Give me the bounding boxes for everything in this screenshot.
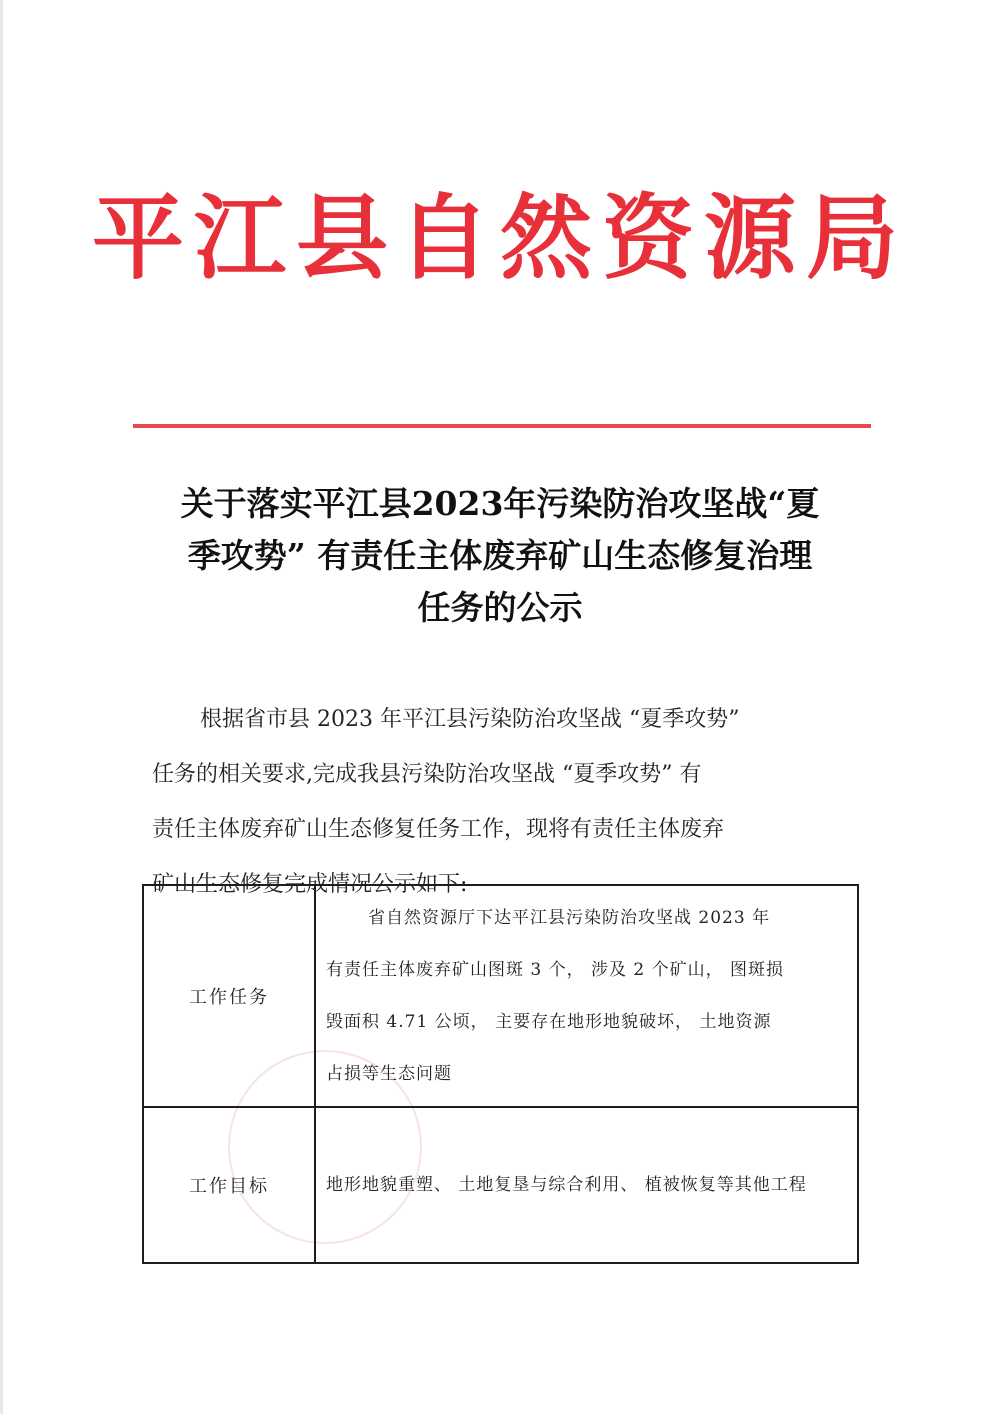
table-row [143, 885, 858, 1107]
body-line: 任务的相关要求,完成我县污染防治攻坚战 “夏季攻势” 有 [152, 762, 702, 787]
title-line: 季攻势” 有责任主体废弃矿山生态修复治理 [187, 536, 813, 575]
task-table [142, 884, 859, 1264]
content-line: 地形地貌重塑、 土地复垦与综合利用、 植被恢复等其他工程 [326, 1175, 807, 1195]
row-label-goal: 工作目标 [143, 1107, 315, 1263]
content-line: 占损等生态问题 [326, 1064, 452, 1084]
row-content-goal [315, 1107, 858, 1263]
table-row [143, 1107, 858, 1263]
row-label-task: 工作任务 [143, 885, 315, 1107]
body-line: 根据省市县 2023 年平江县污染防治攻坚战 “夏季攻势” [200, 707, 740, 732]
title-line: 任务的公示 [417, 588, 583, 627]
content-line: 有责任主体废弃矿山图斑 3 个， 涉及 2 个矿山， 图斑损 [326, 960, 785, 980]
body-paragraph [152, 692, 852, 912]
title-line: 关于落实平江县2023年污染防治攻坚战“夏 [180, 484, 820, 523]
document-title [130, 478, 870, 634]
row-content-task [315, 885, 858, 1107]
content-line: 省自然资源厅下达平江县污染防治攻坚战 2023 年 [368, 908, 771, 928]
agency-masthead: 平江县自然资源局 [91, 184, 908, 292]
body-line: 矿山生态修复完成情况公示如下: [152, 872, 468, 897]
content-line: 毁面积 4.71 公顷， 主要存在地形地貌破坏， 土地资源 [326, 1012, 772, 1032]
body-line: 责任主体废弃矿山生态修复任务工作，现将有责任主体废弃 [152, 817, 725, 842]
red-divider-line [133, 424, 871, 428]
